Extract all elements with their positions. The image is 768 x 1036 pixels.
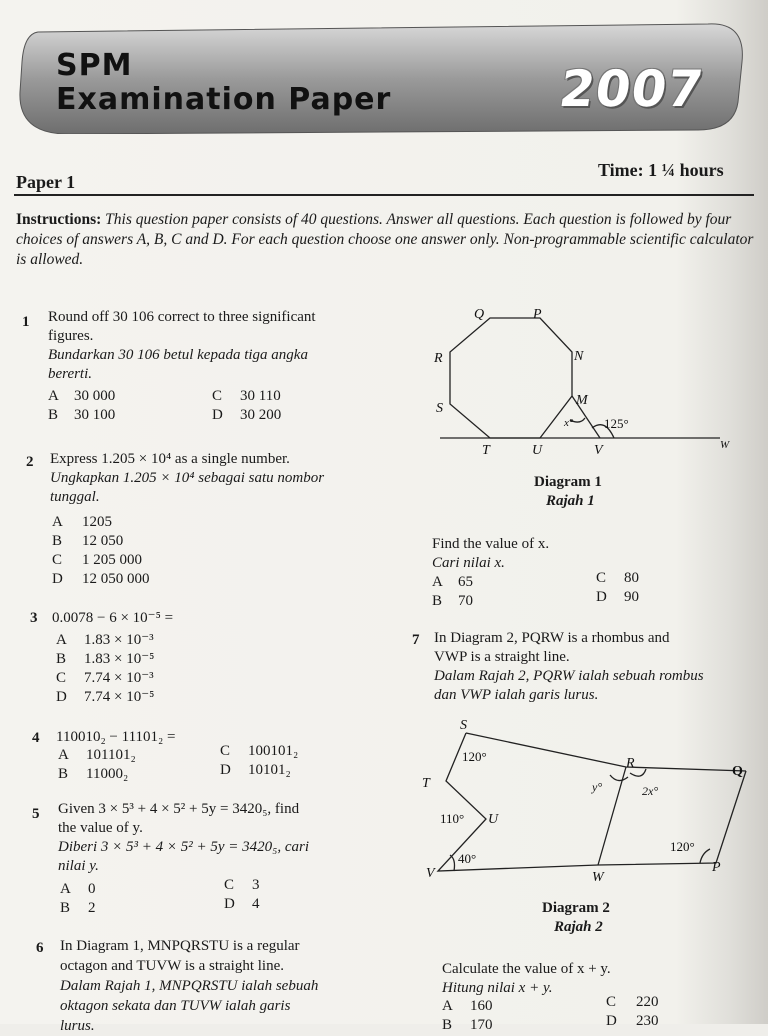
q5-my-line2: nilai y. [58, 858, 99, 874]
q3-text: 0.0078 − 6 × 10⁻⁵ = [52, 610, 174, 626]
q2-text [50, 450, 390, 507]
banner-spm: SPM [56, 48, 133, 83]
q7-option-b: B 170 [442, 1017, 493, 1033]
d2-label-r: R [626, 756, 635, 771]
q5-my-line1: Diberi 3 × 5³ + 4 × 5² + 5y = 3420₅, cari [58, 839, 310, 855]
d1-label-m: M [576, 393, 588, 408]
d1-label-u: U [532, 443, 543, 458]
q7-my-line2: dan VWP ialah garis lurus. [434, 687, 599, 703]
q6-text [60, 936, 400, 1036]
q5-option-d: D 4 [224, 896, 260, 912]
instructions [16, 210, 766, 270]
q7-option-c: C 220 [606, 994, 659, 1010]
diagram-1 [420, 300, 760, 470]
q7-option-d: D 230 [606, 1013, 659, 1029]
q3-option-c: C 7.74 × 10⁻³ [56, 670, 154, 686]
paper-label: Paper 1 [16, 172, 76, 192]
q2-option-a: A 1205 [52, 514, 112, 530]
d2-label-q: Q [732, 764, 743, 779]
time-label: Time: 1 ¼ hours [598, 160, 724, 180]
q1-option-d: D 30 200 [212, 407, 282, 423]
d2-label-p: P [712, 860, 721, 875]
d2-label-120s: 120° [462, 749, 487, 764]
instructions-label: Instructions: [16, 211, 102, 228]
d1-label-w: W [720, 439, 730, 451]
q7-option-a: A 160 [442, 998, 493, 1014]
q5-number: 5 [32, 806, 40, 822]
q2-en: Express 1.205 × 10⁴ as a single number. [50, 451, 290, 467]
q7-number: 7 [412, 632, 420, 648]
q4-text: 110010₂ − 11101₂ = [56, 729, 176, 745]
q7-my-line1: Dalam Rajah 2, PQRW ialah sebuah rombus [434, 668, 704, 684]
d1-label-n: N [574, 349, 584, 364]
q5-text [58, 800, 398, 876]
d2-label-120p: 120° [670, 839, 695, 854]
d1-label-t: T [482, 443, 490, 458]
d2-caption-en: Diagram 2 [542, 900, 610, 916]
q6-option-a: A 65 [432, 574, 473, 590]
q2-my-line2: tunggal. [50, 489, 100, 505]
d2-label-t: T [422, 776, 430, 791]
q1-en-line1: Round off 30 106 correct to three significant [48, 309, 316, 325]
q6-ask-my: Cari nilai x. [432, 555, 505, 571]
banner-examination-paper: Examination Paper [56, 82, 392, 117]
q7-en-line1: In Diagram 2, PQRW is a rhombus and [434, 630, 670, 646]
d1-label-q: Q [474, 307, 485, 322]
d1-label-p: P [533, 307, 542, 322]
q7-en-line2: VWP is a straight line. [434, 649, 570, 665]
q5-option-b: B 2 [60, 900, 96, 916]
q6-option-c: C 80 [596, 570, 639, 586]
d2-label-v: V [426, 866, 435, 881]
d2-label-110: 110° [440, 811, 465, 826]
d1-label-r: R [434, 351, 443, 366]
d2-label-s: S [460, 718, 467, 733]
q4-option-d: D 10101₂ [220, 762, 291, 778]
d1-label-s: S [436, 401, 443, 416]
q6-en-line1: In Diagram 1, MNPQRSTU is a regular [60, 938, 300, 954]
q3-number: 3 [30, 610, 38, 626]
d2-label-w: W [592, 870, 604, 885]
q5-option-a: A 0 [60, 881, 96, 897]
q3-option-a: A 1.83 × 10⁻³ [56, 632, 154, 648]
q1-en-line2: figures. [48, 328, 94, 344]
d1-label-x: x° [564, 417, 574, 429]
q1-option-c: C 30 110 [212, 388, 281, 404]
q1-my-line2: bererti. [48, 366, 93, 382]
q6-my-line3: lurus. [60, 1018, 95, 1034]
q4-option-b: B 11000₂ [58, 766, 129, 782]
q1-text [48, 308, 388, 384]
q7-ask-my: Hitung nilai x + y. [442, 980, 553, 996]
q1-option-b: B 30 100 [48, 407, 116, 423]
q5-en-line1: Given 3 × 5³ + 4 × 5² + 5y = 3420₅, find [58, 801, 300, 817]
q3-option-d: D 7.74 × 10⁻⁵ [56, 689, 155, 705]
q5-en-line2: the value of y. [58, 820, 143, 836]
q6-option-b: B 70 [432, 593, 473, 609]
q7-ask-en: Calculate the value of x + y. [442, 961, 611, 977]
q2-number: 2 [26, 454, 34, 470]
q7-text [434, 629, 764, 705]
d2-label-40: 40° [458, 851, 477, 866]
diagram-2 [420, 715, 760, 895]
d1-caption-my: Rajah 1 [546, 493, 595, 509]
instructions-text: This question paper consists of 40 questions. Answer all questions. Each question is followed by four choices of answers A, B, C and D. For each question choose one answer only. Non-programmable scientific calculator is allowed. [16, 211, 754, 268]
q2-option-c: C 1 205 000 [52, 552, 142, 568]
d1-label-v: V [594, 443, 603, 458]
q4-number: 4 [32, 730, 40, 746]
d2-label-2x: 2x° [642, 784, 659, 798]
q6-my-line2: oktagon sekata dan TUVW ialah garis [60, 998, 291, 1014]
q4-option-a: A 101101₂ [58, 747, 136, 763]
q5-option-c: C 3 [224, 877, 260, 893]
d1-label-125: 125° [604, 416, 629, 431]
q1-my-line1: Bundarkan 30 106 betul kepada tiga angka [48, 347, 308, 363]
q6-number: 6 [36, 940, 44, 956]
q6-ask-en: Find the value of x. [432, 536, 550, 552]
q4-option-c: C 100101₂ [220, 743, 299, 759]
q6-my-line1: Dalam Rajah 1, MNPQRSTU ialah sebuah [60, 978, 319, 994]
banner-year: 2007 [555, 60, 708, 118]
q2-option-d: D 12 050 000 [52, 571, 150, 587]
q1-number: 1 [22, 314, 30, 330]
q6-option-d: D 90 [596, 589, 639, 605]
header-rule [14, 194, 754, 196]
d1-caption-en: Diagram 1 [534, 474, 602, 490]
q2-option-b: B 12 050 [52, 533, 124, 549]
d2-caption-my: Rajah 2 [554, 919, 603, 935]
d2-label-u: U [488, 812, 499, 827]
q1-option-a: A 30 000 [48, 388, 116, 404]
q6-en-line2: octagon and TUVW is a straight line. [60, 958, 284, 974]
d2-label-y: y° [592, 780, 603, 794]
q2-my-line1: Ungkapkan 1.205 × 10⁴ sebagai satu nombor [50, 470, 325, 486]
q3-option-b: B 1.83 × 10⁻⁵ [56, 651, 155, 667]
